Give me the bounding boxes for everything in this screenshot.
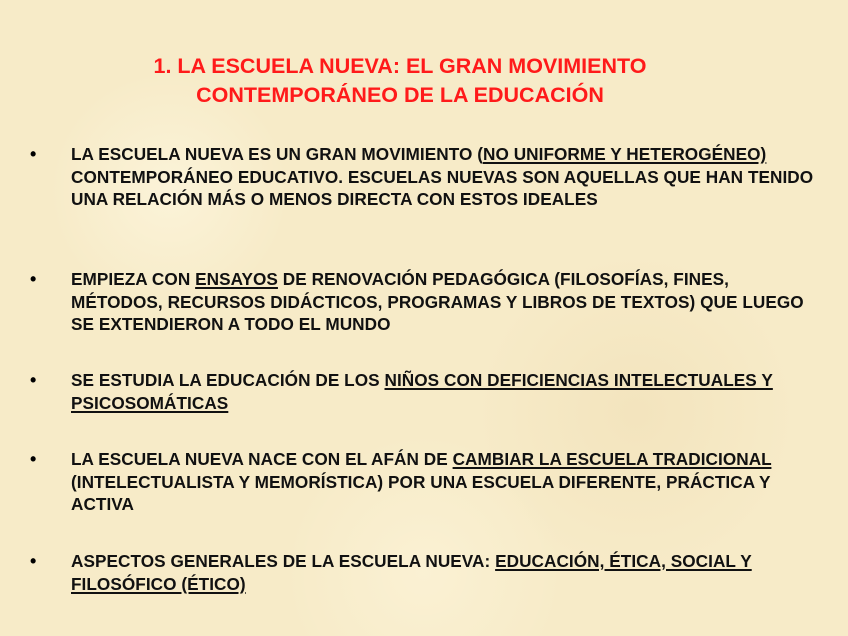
underlined-phrase: ENSAYOS	[195, 269, 278, 289]
underlined-phrase: NIÑOS CON DEFICIENCIAS INTELECTUALES Y PSICOSOMÁTICAS	[71, 370, 773, 413]
bullet-dot-icon: •	[30, 370, 37, 390]
bullet-text-part: (INTELECTUALISTA Y MEMORÍSTICA) POR UNA ESCUELA DIFERENTE, PRÁCTICA Y ACTIVA	[71, 471, 771, 514]
bullet-text	[71, 550, 816, 595]
bullet-text-part: EMPIEZA CON	[71, 269, 196, 289]
bullet-text	[71, 369, 816, 414]
underlined-phrase: NO UNIFORME Y HETEROGÉNEO)	[482, 144, 767, 164]
bullet-dot-icon: •	[30, 269, 37, 289]
bullet-text-part: DE RENOVACIÓN PEDAGÓGICA	[277, 269, 550, 289]
underlined-phrase: EDUCACIÓN, ÉTICA, SOCIAL Y FILOSÓFICO (ÉTICO)	[71, 551, 752, 594]
bullet-text	[71, 448, 816, 516]
slide-title-line-1: 1. LA ESCUELA NUEVA: EL GRAN MOVIMIENTO	[153, 54, 647, 78]
bullet-text-part: SE ESTUDIA LA EDUCACIÓN DE LOS	[71, 370, 385, 390]
bullet-dot-icon: •	[30, 144, 37, 164]
bullet-text	[71, 268, 816, 336]
bullet-dot-icon: •	[30, 449, 37, 469]
bullet-dot-icon: •	[30, 551, 37, 571]
bullet-text-part: ASPECTOS GENERALES DE LA ESCUELA NUEVA:	[71, 551, 496, 571]
bullet-text-part: LA ESCUELA NUEVA ES UN GRAN MOVIMIENTO (	[71, 144, 483, 164]
bullet-text-part: (FILOSOFÍAS, FINES, MÉTODOS, RECURSOS DIDÁCTICOS, PROGRAMAS Y LIBROS DE TEXTOS) QUE LUEGO SE EXTENDIERON A TODO EL MUNDO	[71, 269, 804, 334]
bullet-text-part: LA ESCUELA NUEVA NACE CON EL AFÁN DE	[71, 449, 453, 469]
bullet-text	[71, 143, 816, 211]
underlined-phrase: CAMBIAR LA ESCUELA TRADICIONAL	[452, 449, 772, 469]
slide-title-line-2: CONTEMPORÁNEO DE LA EDUCACIÓN	[196, 83, 604, 107]
bullet-text-part: CONTEMPORÁNEO EDUCATIVO. ESCUELAS NUEVAS SON AQUELLAS QUE HAN TENIDO UNA RELACIÓN MÁS O MENOS DIRECTA CON ESTOS IDEALES	[71, 166, 814, 209]
